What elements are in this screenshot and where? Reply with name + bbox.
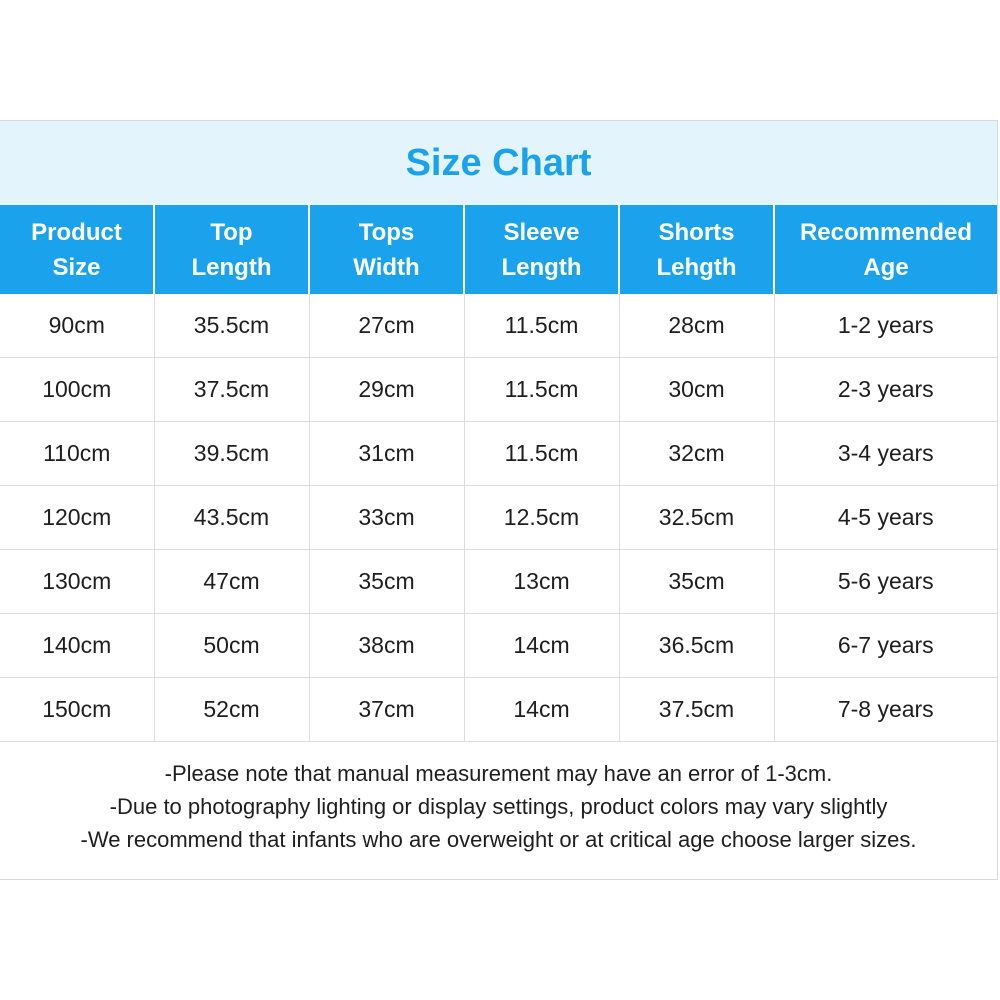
cell-size: 140cm — [0, 614, 154, 678]
size-table — [0, 205, 997, 742]
cell-age: 4-5 years — [774, 486, 997, 550]
table-row — [0, 358, 997, 422]
cell-top-length: 37.5cm — [154, 358, 309, 422]
cell-top-length: 35.5cm — [154, 294, 309, 358]
cell-top-length: 43.5cm — [154, 486, 309, 550]
cell-shorts-length: 32.5cm — [619, 486, 774, 550]
cell-shorts-length: 36.5cm — [619, 614, 774, 678]
cell-top-length: 47cm — [154, 550, 309, 614]
header-product-size: Product Size — [0, 205, 154, 294]
cell-top-length: 39.5cm — [154, 422, 309, 486]
table-row — [0, 550, 997, 614]
cell-size: 100cm — [0, 358, 154, 422]
table-row — [0, 422, 997, 486]
cell-sleeve-length: 11.5cm — [464, 294, 619, 358]
cell-tops-width: 33cm — [309, 486, 464, 550]
cell-age: 6-7 years — [774, 614, 997, 678]
cell-sleeve-length: 11.5cm — [464, 358, 619, 422]
cell-shorts-length: 32cm — [619, 422, 774, 486]
cell-age: 5-6 years — [774, 550, 997, 614]
title-bar — [0, 121, 997, 205]
cell-age: 2-3 years — [774, 358, 997, 422]
table-row — [0, 614, 997, 678]
cell-tops-width: 35cm — [309, 550, 464, 614]
cell-size: 150cm — [0, 678, 154, 742]
cell-age: 3-4 years — [774, 422, 997, 486]
cell-size: 90cm — [0, 294, 154, 358]
cell-sleeve-length: 11.5cm — [464, 422, 619, 486]
header-tops-width: Tops Width — [309, 205, 464, 294]
cell-sleeve-length: 12.5cm — [464, 486, 619, 550]
cell-shorts-length: 28cm — [619, 294, 774, 358]
note-line: -We recommend that infants who are overweight or at critical age choose larger sizes. — [80, 827, 917, 852]
cell-tops-width: 27cm — [309, 294, 464, 358]
cell-sleeve-length: 14cm — [464, 678, 619, 742]
cell-tops-width: 38cm — [309, 614, 464, 678]
cell-tops-width: 31cm — [309, 422, 464, 486]
cell-sleeve-length: 13cm — [464, 550, 619, 614]
cell-sleeve-length: 14cm — [464, 614, 619, 678]
header-shorts-length: Shorts Lehgth — [619, 205, 774, 294]
page-title: Size Chart — [405, 141, 592, 184]
header-top-length: Top Length — [154, 205, 309, 294]
cell-tops-width: 37cm — [309, 678, 464, 742]
header-recommended-age: Recommended Age — [774, 205, 997, 294]
note-line: -Due to photography lighting or display settings, product colors may vary slightly — [109, 794, 888, 819]
cell-tops-width: 29cm — [309, 358, 464, 422]
cell-age: 7-8 years — [774, 678, 997, 742]
table-row — [0, 678, 997, 742]
header-sleeve-length: Sleeve Length — [464, 205, 619, 294]
notes-section — [0, 757, 997, 856]
cell-size: 120cm — [0, 486, 154, 550]
note-line: -Please note that manual measurement may have an error of 1-3cm. — [164, 761, 833, 786]
cell-shorts-length: 35cm — [619, 550, 774, 614]
cell-top-length: 50cm — [154, 614, 309, 678]
header-row — [0, 205, 997, 294]
table-row — [0, 294, 997, 358]
cell-shorts-length: 30cm — [619, 358, 774, 422]
cell-shorts-length: 37.5cm — [619, 678, 774, 742]
cell-size: 110cm — [0, 422, 154, 486]
cell-top-length: 52cm — [154, 678, 309, 742]
size-chart-card — [0, 120, 998, 880]
cell-size: 130cm — [0, 550, 154, 614]
table-row — [0, 486, 997, 550]
cell-age: 1-2 years — [774, 294, 997, 358]
